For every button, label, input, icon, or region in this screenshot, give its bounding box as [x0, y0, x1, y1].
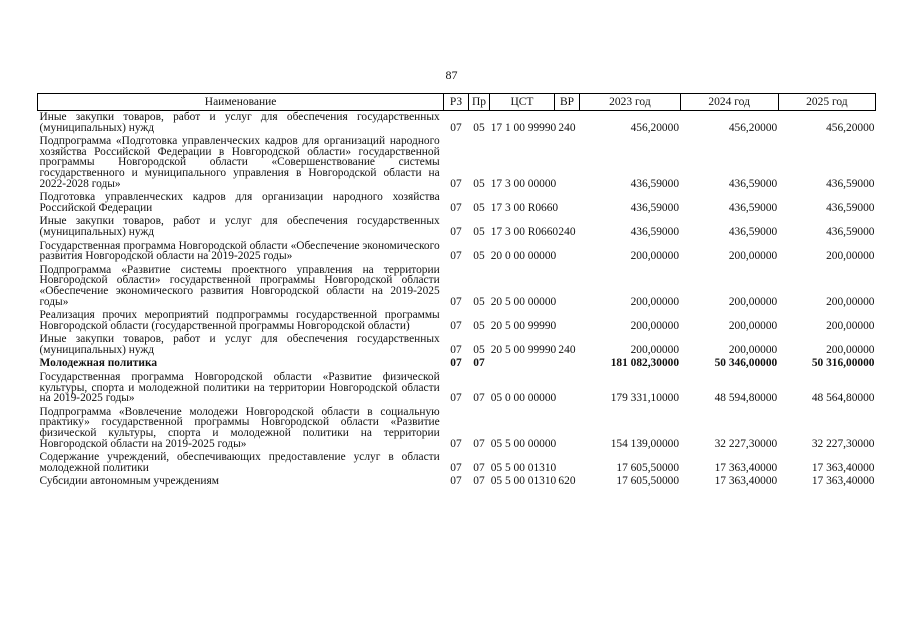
- cell-2024: 17 363,40000: [714, 461, 778, 474]
- cell-2025: 200,00000: [826, 319, 875, 332]
- cell-2025: 50 316,00000: [811, 357, 875, 370]
- cell-vr: 240: [558, 121, 576, 134]
- cell-2025: 48 564,80000: [811, 392, 875, 405]
- cell-2023: 456,20000: [630, 121, 680, 134]
- table-row: [38, 475, 876, 489]
- cell-pr: 07: [473, 437, 485, 450]
- cell-name: Иные закупки товаров, работ и услуг для обеспечения государственных (муниципальных) нужд: [39, 215, 440, 238]
- cell-2023: 200,00000: [630, 295, 680, 308]
- cell-2023: 179 331,10000: [610, 392, 680, 405]
- cell-2025: 17 363,40000: [811, 461, 875, 474]
- cell-vr: [554, 451, 580, 475]
- header-rz: РЗ: [444, 94, 469, 111]
- cell-pr: 05: [473, 201, 485, 214]
- cell-2024: 48 594,80000: [714, 392, 778, 405]
- cell-2023: 181 082,30000: [610, 357, 680, 370]
- cell-2023: 200,00000: [630, 343, 680, 356]
- cell-rz: 07: [450, 121, 462, 134]
- cell-rz: 07: [450, 201, 462, 214]
- cell-2024: 200,00000: [728, 343, 778, 356]
- cell-vr: 240: [558, 343, 576, 356]
- cell-rz: 07: [450, 475, 462, 488]
- cell-vr: [554, 357, 580, 371]
- cell-cst: 05 0 00 00000: [490, 392, 557, 405]
- cell-cst: [490, 357, 554, 371]
- cell-2025: 436,59000: [826, 225, 875, 238]
- cell-name: Иные закупки товаров, работ и услуг для обеспечения государственных (муниципальных) нужд: [39, 333, 440, 356]
- cell-vr: [554, 240, 580, 264]
- cell-vr: [554, 191, 580, 215]
- table-row: [38, 191, 876, 215]
- cell-vr: [554, 135, 580, 191]
- cell-vr: [554, 264, 580, 309]
- cell-rz: 07: [450, 392, 462, 405]
- cell-cst: 05 5 00 01310: [490, 475, 557, 488]
- cell-name: Подпрограмма «Развитие системы проектного управления на территории Новгородской области» государственной программы Новгородской области «Обеспечение экономического развития Новгородской области на 2019-2025 годы»: [39, 263, 440, 308]
- cell-pr: 05: [473, 121, 485, 134]
- header-cst: ЦСТ: [490, 94, 554, 111]
- cell-cst: 05 5 00 01310: [490, 461, 557, 474]
- table-row: [38, 111, 876, 136]
- table-row: [38, 357, 876, 371]
- cell-name: Иные закупки товаров, работ и услуг для обеспечения государственных (муниципальных) нужд: [39, 111, 440, 134]
- cell-2023: 154 139,00000: [610, 437, 680, 450]
- cell-name: Подготовка управленческих кадров для организации народного хозяйства Российской Федерации: [39, 191, 440, 214]
- cell-2023: 200,00000: [630, 250, 680, 263]
- table-row: [38, 451, 876, 475]
- cell-2023: 17 605,50000: [616, 475, 680, 488]
- cell-2023: 436,59000: [630, 201, 680, 214]
- cell-cst: 20 5 00 00000: [490, 295, 557, 308]
- header-2024: 2024 год: [680, 94, 778, 111]
- cell-vr: [554, 371, 580, 406]
- cell-pr: 07: [473, 357, 485, 370]
- cell-name: Содержание учреждений, обеспечивающих предоставление услуг в области молодежной политики: [39, 451, 440, 474]
- cell-2024: 456,20000: [728, 121, 778, 134]
- cell-pr: 07: [473, 461, 485, 474]
- cell-2024: 200,00000: [728, 250, 778, 263]
- cell-2023: 436,59000: [630, 225, 680, 238]
- header-name: Наименование: [38, 94, 444, 111]
- table-row: [38, 309, 876, 333]
- page-number: 87: [445, 68, 458, 82]
- cell-vr: 620: [558, 475, 576, 488]
- table-row: [38, 135, 876, 191]
- table-header-row: [38, 94, 876, 111]
- table-row: [38, 371, 876, 406]
- cell-cst: 20 5 00 99990: [490, 343, 557, 356]
- cell-name: Реализация прочих мероприятий подпрограммы государственной программы Новгородской области (государственной программы Новгородской области): [39, 309, 440, 332]
- cell-2025: 200,00000: [826, 250, 875, 263]
- cell-2023: 200,00000: [630, 319, 680, 332]
- cell-cst: 17 3 00 00000: [490, 177, 557, 190]
- cell-rz: 07: [450, 177, 462, 190]
- cell-rz: 07: [450, 343, 462, 356]
- cell-rz: 07: [450, 319, 462, 332]
- cell-2024: 436,59000: [728, 177, 778, 190]
- table-row: [38, 215, 876, 239]
- cell-2024: 200,00000: [728, 295, 778, 308]
- cell-pr: 07: [473, 475, 485, 488]
- cell-name: Подпрограмма «Подготовка управленческих кадров для организаций народного хозяйства Российской Федерации в Новгородской области» государственной программы Новгородской области «Совершенствование системы государственного и муниципального управления в Новгородской области на 2022-2028 годы»: [39, 135, 440, 190]
- cell-cst: 17 1 00 99990: [490, 121, 557, 134]
- cell-cst: 20 0 00 00000: [490, 250, 557, 263]
- cell-2025: 32 227,30000: [811, 437, 875, 450]
- cell-pr: 05: [473, 295, 485, 308]
- cell-2025: 17 363,40000: [811, 475, 875, 488]
- table-row: [38, 264, 876, 309]
- cell-2024: 32 227,30000: [714, 437, 778, 450]
- cell-2024: 17 363,40000: [714, 475, 778, 488]
- cell-vr: [554, 406, 580, 451]
- cell-vr: [554, 309, 580, 333]
- cell-rz: 07: [450, 437, 462, 450]
- header-pr: Пр: [468, 94, 489, 111]
- cell-name: Государственная программа Новгородской области «Развитие физической культуры, спорта и молодежной политики на территории Новгородской области на 2019-2025 годы»: [39, 371, 440, 405]
- cell-pr: 05: [473, 319, 485, 332]
- cell-pr: 05: [473, 177, 485, 190]
- cell-pr: 07: [473, 392, 485, 405]
- cell-rz: 07: [450, 250, 462, 263]
- cell-2025: 200,00000: [826, 343, 875, 356]
- cell-2024: 200,00000: [728, 319, 778, 332]
- cell-name: Подпрограмма «Вовлечение молодежи Новгородской области в социальную практику» государственной программы Новгородской области «Развитие физической культуры, спорта и молодежной политики на территории Новгородской области на 2019-2025 годы»: [39, 405, 440, 450]
- cell-cst: 17 3 00 R0660: [490, 225, 559, 238]
- header-vr: ВР: [554, 94, 580, 111]
- cell-cst: 05 5 00 00000: [490, 437, 557, 450]
- cell-name: Субсидии автономным учреждениям: [39, 475, 219, 488]
- cell-name: Государственная программа Новгородской области «Обеспечение экономического развития Новгородской области на 2019-2025 годы»: [39, 239, 440, 263]
- cell-name: Молодежная политика: [39, 357, 158, 370]
- budget-table: [37, 93, 876, 489]
- cell-cst: 17 3 00 R0660: [490, 201, 559, 214]
- cell-2025: 200,00000: [826, 295, 875, 308]
- cell-vr: 240: [558, 225, 576, 238]
- header-2023: 2023 год: [580, 94, 680, 111]
- cell-2025: 436,59000: [826, 201, 875, 214]
- cell-pr: 05: [473, 250, 485, 263]
- cell-2024: 50 346,00000: [714, 357, 778, 370]
- table-row: [38, 406, 876, 451]
- cell-2023: 17 605,50000: [616, 461, 680, 474]
- cell-2024: 436,59000: [728, 225, 778, 238]
- cell-rz: 07: [450, 225, 462, 238]
- cell-2024: 436,59000: [728, 201, 778, 214]
- cell-rz: 07: [450, 461, 462, 474]
- cell-pr: 05: [473, 225, 485, 238]
- header-2025: 2025 год: [778, 94, 875, 111]
- table-body: [38, 111, 876, 490]
- cell-2025: 456,20000: [826, 121, 875, 134]
- cell-rz: 07: [450, 295, 462, 308]
- table-row: [38, 240, 876, 264]
- cell-2025: 436,59000: [826, 177, 875, 190]
- cell-cst: 20 5 00 99990: [490, 319, 557, 332]
- cell-rz: 07: [450, 357, 462, 370]
- table-row: [38, 333, 876, 357]
- cell-2023: 436,59000: [630, 177, 680, 190]
- cell-pr: 05: [473, 343, 485, 356]
